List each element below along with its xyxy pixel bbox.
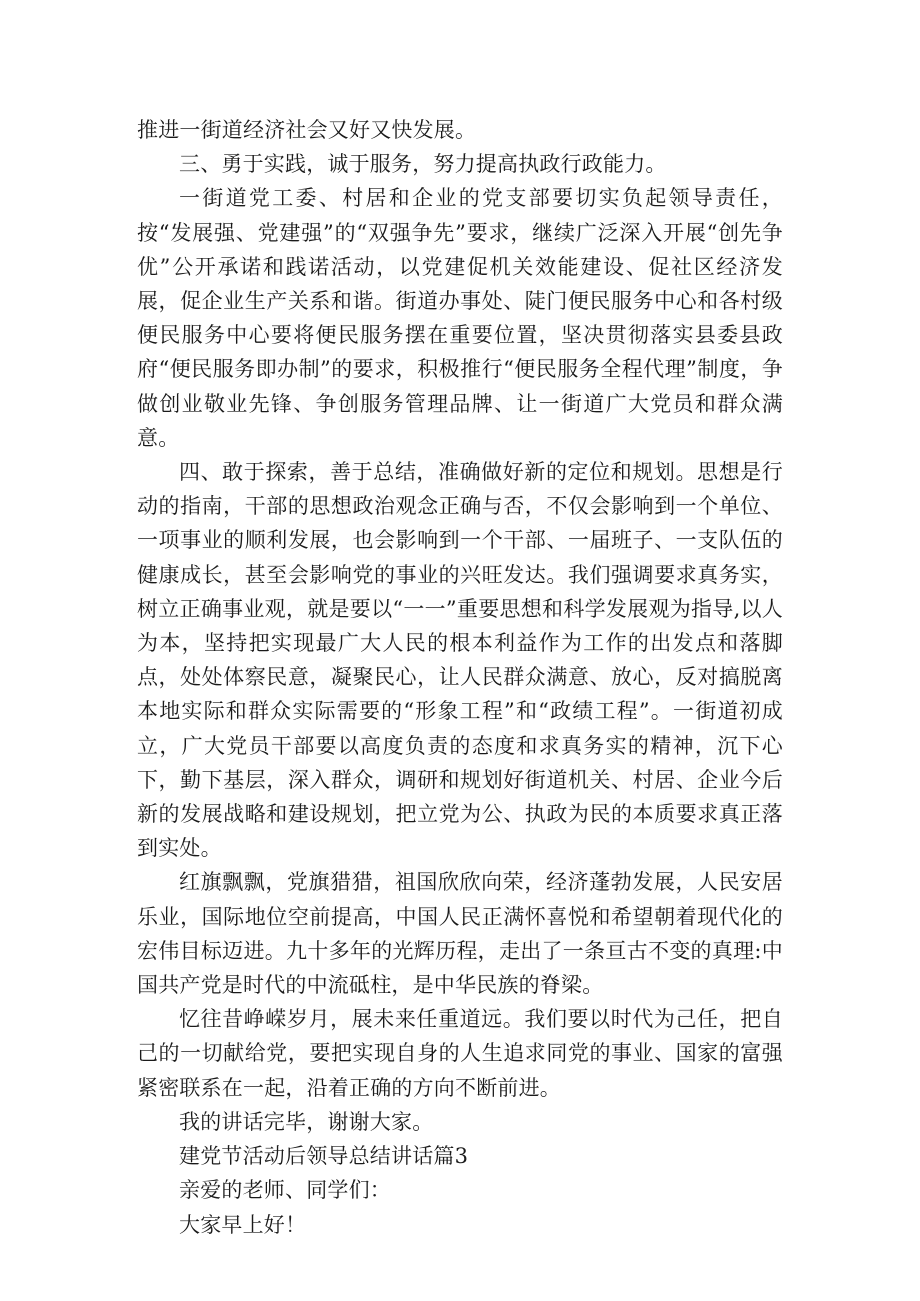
- section-heading-4-paragraph: 四、敢于探索，善于总结，准确做好新的定位和规划。思想是行动的指南，干部的思想政治观念正确与否，不仅会影响到一个单位、一项事业的顺利发展，也会影响到一个干部、一届班子、一支队伍的健康成长，甚至会影响党的事业的兴旺发达。我们强调要求真务实，树立正确事业观，就是要以“一一”重要思想和科学发展观为指导,以人为本，坚持把实现最广大人民的根本利益作为工作的出发点和落脚点，处处体察民意，凝聚民心，让人民群众满意、放心，反对搞脱离本地实际和群众实际需要的“形象工程”和“政绩工程”。一街道初成立，广大党员干部要以高度负责的态度和求真务实的精神，沉下心下，勤下基层，深入群众，调研和规划好街道机关、村居、企业今后新的发展战略和建设规划，把立党为公、执政为民的本质要求真正落到实处。: [137, 460, 783, 861]
- document-body: [137, 113, 783, 1242]
- article-title: 建党节活动后领导总结讲话篇3: [179, 1144, 469, 1169]
- closing-remark: 我的讲话完毕，谢谢大家。: [179, 1109, 434, 1134]
- paragraph-red-flag: 红旗飘飘，党旗猎猎，祖国欣欣向荣，经济蓬勃发展，人民安居乐业，国际地位空前提高，中国人民正满怀喜悦和希望朝着现代化的宏伟目标迈进。九十多年的光辉历程，走出了一条亘古不变的真理:中国共产党是时代的中流砥柱，是中华民族的脊梁。: [137, 870, 783, 998]
- greeting: 大家早上好！: [179, 1212, 307, 1237]
- section-heading-3: 三、勇于实践，诚于服务，努力提高执政行政能力。: [179, 152, 667, 177]
- paragraph-party-responsibility: 一街道党工委、村居和企业的党支部要切实负起领导责任，按“发展强、党建强”的“双强争先”要求，继续广泛深入开展“创先争优”公开承诺和践诺活动，以党建促机关效能建设、促社区经济发展，促企业生产关系和谐。街道办事处、陡门便民服务中心和各村级便民服务中心要将便民服务摆在重要位置，坚决贯彻落实县委县政府“便民服务即办制”的要求，积极推行“便民服务全程代理”制度，争做创业敬业先锋、争创服务管理品牌、让一街道广大党员和群众满意。: [137, 186, 783, 450]
- salutation: 亲爱的老师、同学们：: [179, 1178, 391, 1203]
- paragraph-recall-past: 忆往昔峥嵘岁月，展未来任重道远。我们要以时代为己任，把自己的一切献给党，要把实现自身的人生追求同党的事业、国家的富强紧密联系在一起，沿着正确的方向不断前进。: [137, 1007, 783, 1100]
- paragraph-continuation: 推进一街道经济社会又好又快发展。: [137, 118, 477, 142]
